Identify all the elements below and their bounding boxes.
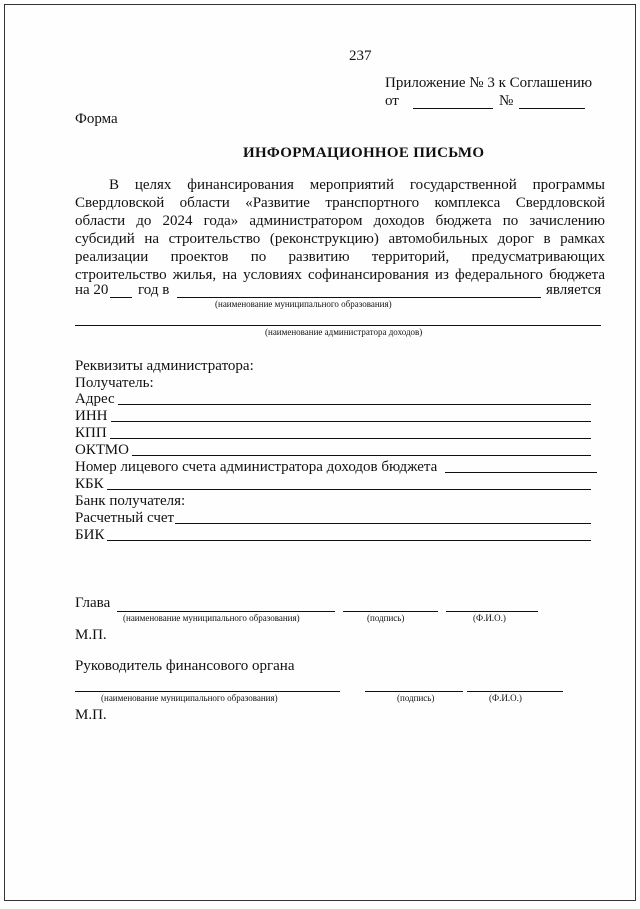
oktmo-label: ОКТМО [75, 442, 129, 458]
appendix-number-line [519, 108, 585, 109]
head-signature-caption: (подпись) [367, 613, 405, 623]
bik-row [75, 527, 605, 544]
inn-line [111, 421, 592, 422]
inn-row [75, 408, 605, 425]
paragraph-line-3: области до 2024 года» администратором доходов бюджета по зачислению [75, 213, 605, 229]
finance-municipality-line [75, 691, 340, 692]
appendix-from-label: от [385, 93, 399, 109]
head-fio-line [446, 611, 538, 612]
appendix-title: Приложение № 3 к Соглашению [385, 75, 593, 91]
bik-line [107, 540, 591, 541]
kbk-line [107, 489, 591, 490]
kpp-label: КПП [75, 425, 107, 441]
head-municipality-line [117, 611, 335, 612]
head-label: Глава [75, 595, 111, 611]
main-paragraph [75, 176, 605, 284]
kbk-row [75, 476, 605, 493]
form-label: Форма [75, 111, 118, 127]
paragraph-line-5: реализации проектов по развитию территорий, предусматривающих [75, 249, 605, 265]
year-line [110, 297, 132, 298]
kpp-row [75, 425, 605, 442]
recipient-label: Получатель: [75, 375, 154, 391]
account-number-label: Номер лицевого счета администратора доходов бюджета [75, 459, 438, 475]
paragraph-line-6: строительство жилья, на условиях софинансирования из федерального бюджета [75, 267, 605, 283]
year-suffix: год в [138, 282, 170, 298]
appendix-number-label: № [499, 93, 514, 109]
municipality-line [177, 297, 541, 298]
kbk-label: КБК [75, 476, 104, 492]
account-number-row [75, 459, 605, 476]
paragraph-line-2: Свердловской области «Развитие транспортного комплекса Свердловской [75, 195, 605, 211]
document-page [4, 4, 636, 901]
finance-signature-line [365, 691, 463, 692]
inn-label: ИНН [75, 408, 108, 424]
appendix-date-line [413, 108, 493, 109]
finance-stamp: М.П. [75, 707, 107, 723]
admin-line [75, 325, 601, 326]
paragraph-line-4: субсидий на строительство (реконструкцию) автомобильных дорог в рамках [75, 231, 605, 247]
head-municipality-caption: (наименование муниципального образования) [123, 613, 300, 623]
year-prefix: на 20 [75, 282, 109, 298]
settlement-account-line [175, 523, 591, 524]
oktmo-line [132, 455, 591, 456]
head-fio-caption: (Ф.И.О.) [473, 613, 506, 623]
bank-label: Банк получателя: [75, 493, 186, 509]
address-line [118, 404, 591, 405]
kpp-line [110, 438, 591, 439]
address-label: Адрес [75, 391, 115, 407]
bik-label: БИК [75, 527, 105, 543]
doc-title: ИНФОРМАЦИОННОЕ ПИСЬМО [243, 145, 485, 161]
requisites-heading: Реквизиты администратора: [75, 358, 254, 374]
finance-signature-caption: (подпись) [397, 693, 435, 703]
paragraph-line-1: В целях финансирования мероприятий государственной программы [109, 177, 605, 193]
finance-fio-line [467, 691, 563, 692]
address-row [75, 391, 605, 408]
page-number: 237 [349, 48, 372, 64]
municipality-caption: (наименование муниципального образования) [215, 299, 392, 309]
account-number-line [445, 472, 597, 473]
is-word: является [546, 282, 602, 298]
settlement-account-label: Расчетный счет [75, 510, 175, 526]
finance-municipality-caption: (наименование муниципального образования) [101, 693, 278, 703]
settlement-account-row [75, 510, 605, 527]
head-signature-line [343, 611, 438, 612]
admin-caption: (наименование администратора доходов) [265, 327, 423, 337]
head-stamp: М.П. [75, 627, 107, 643]
finance-head-label: Руководитель финансового органа [75, 658, 295, 674]
oktmo-row [75, 442, 605, 459]
finance-fio-caption: (Ф.И.О.) [489, 693, 522, 703]
